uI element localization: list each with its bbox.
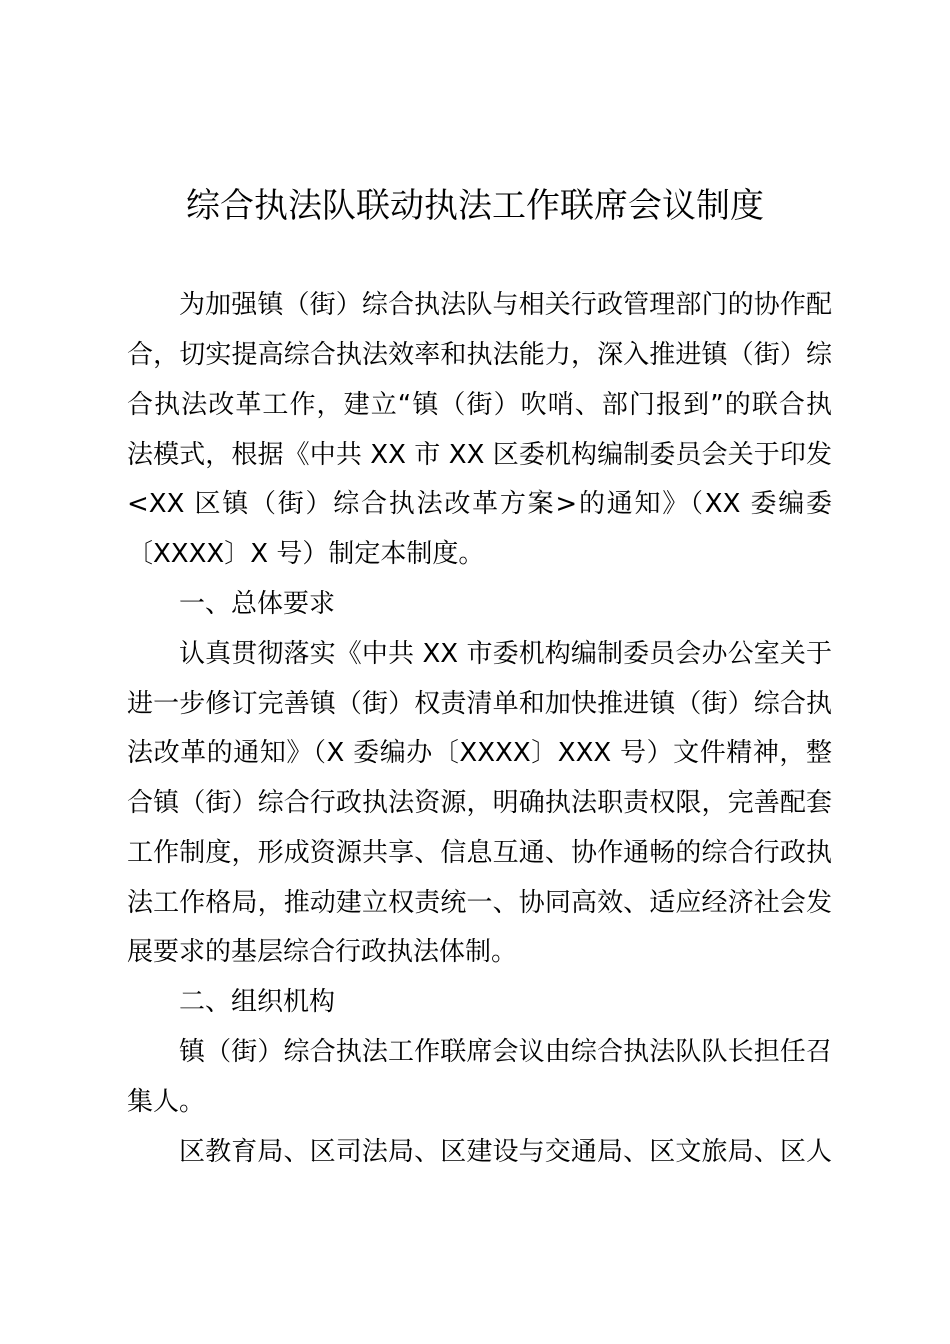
paragraph-line: 法模式，根据《中共 XX 市 XX 区委机构编制委员会关于印发 (127, 440, 832, 470)
section-heading: 一、总体要求 (179, 589, 336, 619)
paragraph-line: 〔XXXX〕X 号）制定本制度。 (127, 539, 485, 569)
section-heading: 二、组织机构 (179, 987, 336, 1017)
paragraph-line: 合，切实提高综合执法效率和执法能力，深入推进镇（街）综 (127, 340, 832, 370)
paragraph-line: <XX 区镇（街）综合执法改革方案>的通知》（XX 委编委 (127, 489, 832, 519)
paragraph-line: 进一步修订完善镇（街）权责清单和加快推进镇（街）综合执 (127, 689, 832, 719)
paragraph-line: 工作制度，形成资源共享、信息互通、协作通畅的综合行政执 (127, 838, 832, 868)
document-title: 综合执法队联动执法工作联席会议制度 (186, 186, 764, 226)
paragraph-line: 认真贯彻落实《中共 XX 市委机构编制委员会办公室关于 (179, 639, 832, 669)
paragraph-line: 区教育局、区司法局、区建设与交通局、区文旅局、区人 (179, 1137, 832, 1167)
paragraph-line: 合执法改革工作，建立“镇（街）吹哨、部门报到”的联合执 (127, 390, 832, 420)
paragraph-line: 合镇（街）综合行政执法资源，明确执法职责权限，完善配套 (127, 788, 832, 818)
paragraph-line: 镇（街）综合执法工作联席会议由综合执法队队长担任召 (179, 1037, 832, 1067)
paragraph-line: 展要求的基层综合行政执法体制。 (127, 937, 518, 967)
paragraph-line: 法工作格局，推动建立权责统一、协同高效、适应经济社会发 (127, 888, 832, 918)
paragraph-line: 法改革的通知》（X 委编办〔XXXX〕XXX 号）文件精神，整 (127, 738, 832, 768)
paragraph-line: 为加强镇（街）综合执法队与相关行政管理部门的协作配 (179, 290, 832, 320)
paragraph-line: 集人。 (127, 1087, 206, 1117)
